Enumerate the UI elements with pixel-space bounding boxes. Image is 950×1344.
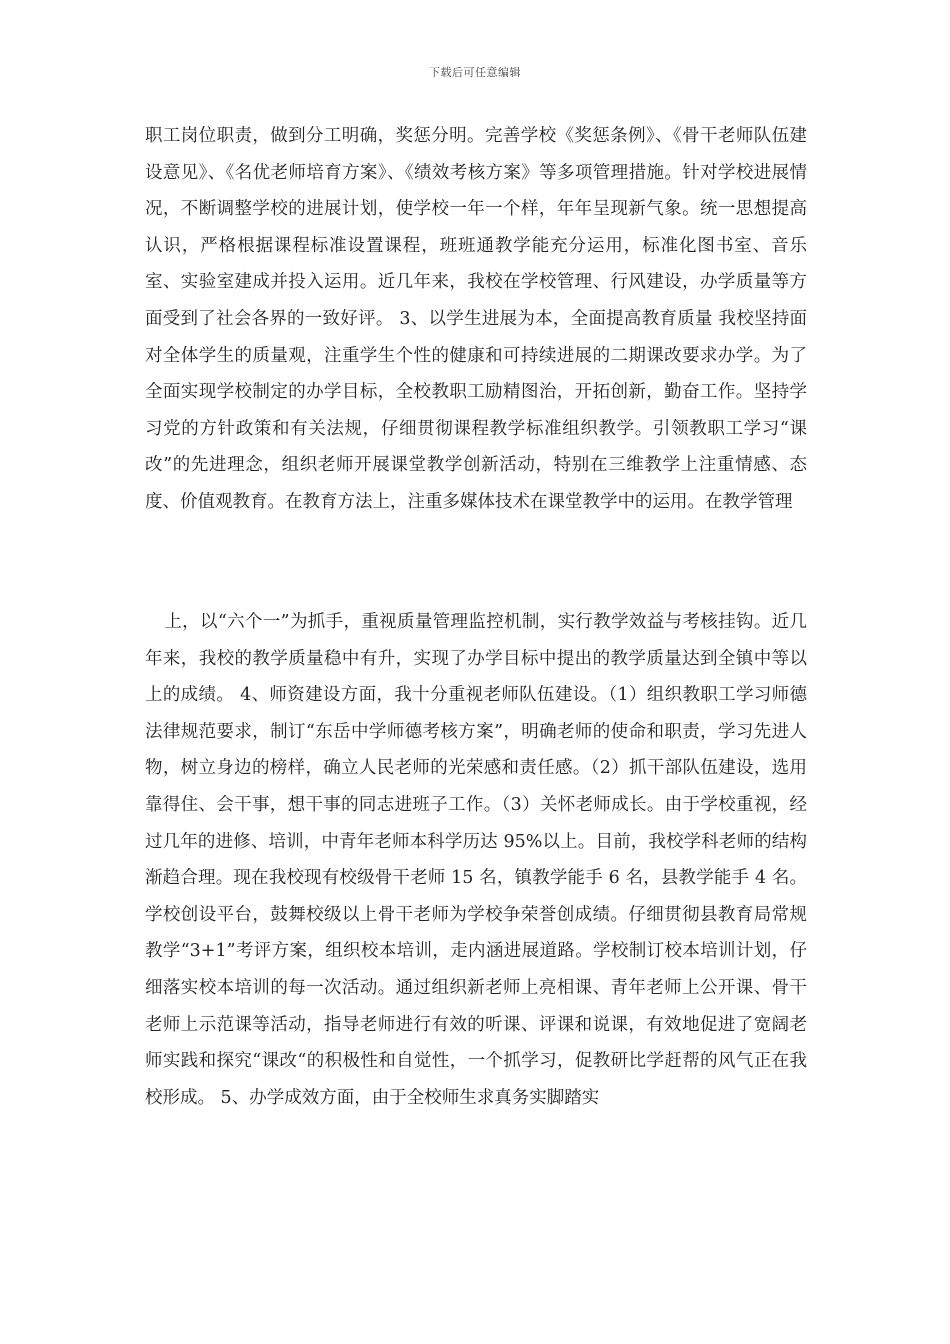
- body-paragraph-1: [145, 118, 807, 521]
- body-paragraph-2: [145, 604, 807, 1116]
- page-header: 下载后可任意编辑: [429, 66, 521, 79]
- paragraph-2-text: 上，以“六个一”为抓手，重视质量管理监控机制，实行教学效益与考核挂钩。近几年来，我校的教学质量稳中有升，实现了办学目标中提出的教学质量达到全镇中等以上的成绩。 4、师资建设方面，我十分重视老师队伍建设。（1）组织教职工学习师德法律规范要求，制订“东岳中学师德考核方案”，明确老师的使命和职责，学习先进人物，树立身边的榜样，确立人民老师的光荣感和责任感。（2）抓干部队伍建设，选用靠得住、会干事，想干事的同志进班子工作。（3）关怀老师成长。由于学校重视，经过几年的进修、培训，中青年老师本科学历达 95%以上。目前，我校学科老师的结构渐趋合理。现在我校现有校级骨干老师 15 名，镇教学能手 6 名，县教学能手 4 名。学校创设平台，鼓舞校级以上骨干老师为学校争荣誉创成绩。仔细贯彻县教育局常规教学“3+1”考评方案，组织校本培训，走内涵进展道路。学校制订校本培训计划，仔细落实校本培训的每一次活动。通过组织新老师上亮相课、青年老师上公开课、骨干老师上示范课等活动，指导老师进行有效的听课、评课和说课，有效地促进了宽阔老师实践和探究“课改“的积极性和自觉性，一个抓学习，促教研比学赶帮的风气正在我校形成。 5、办学成效方面，由于全校师生求真务实脚踏实: [145, 612, 807, 1108]
- paragraph-1-text: 职工岗位职责，做到分工明确，奖惩分明。完善学校《奖惩条例》、《骨干老师队伍建设意见》、《名优老师培育方案》、《绩效考核方案》等多项管理措施。针对学校进展情况，不断调整学校的进展计划，使学校一年一个样，年年呈现新气象。统一思想提高认识，严格根据课程标准设置课程，班班通教学能充分运用，标准化图书室、音乐室、实验室建成并投入运用。近几年来，我校在学校管理、行风建设，办学质量等方面受到了社会各界的一致好评。 3、以学生进展为本，全面提高教育质量 我校坚持面对全体学生的质量观，注重学生个性的健康和可持续进展的二期课改要求办学。为了全面实现学校制定的办学目标，全校教职工励精图治，开拓创新，勤奋工作。坚持学习党的方针政策和有关法规，仔细贯彻课程教学标准组织教学。引领教职工学习“课改”的先进理念，组织老师开展课堂教学创新活动，特别在三维教学上注重情感、态度、价值观教育。在教育方法上，注重多媒体技术在课堂教学中的运用。在教学管理: [145, 126, 807, 512]
